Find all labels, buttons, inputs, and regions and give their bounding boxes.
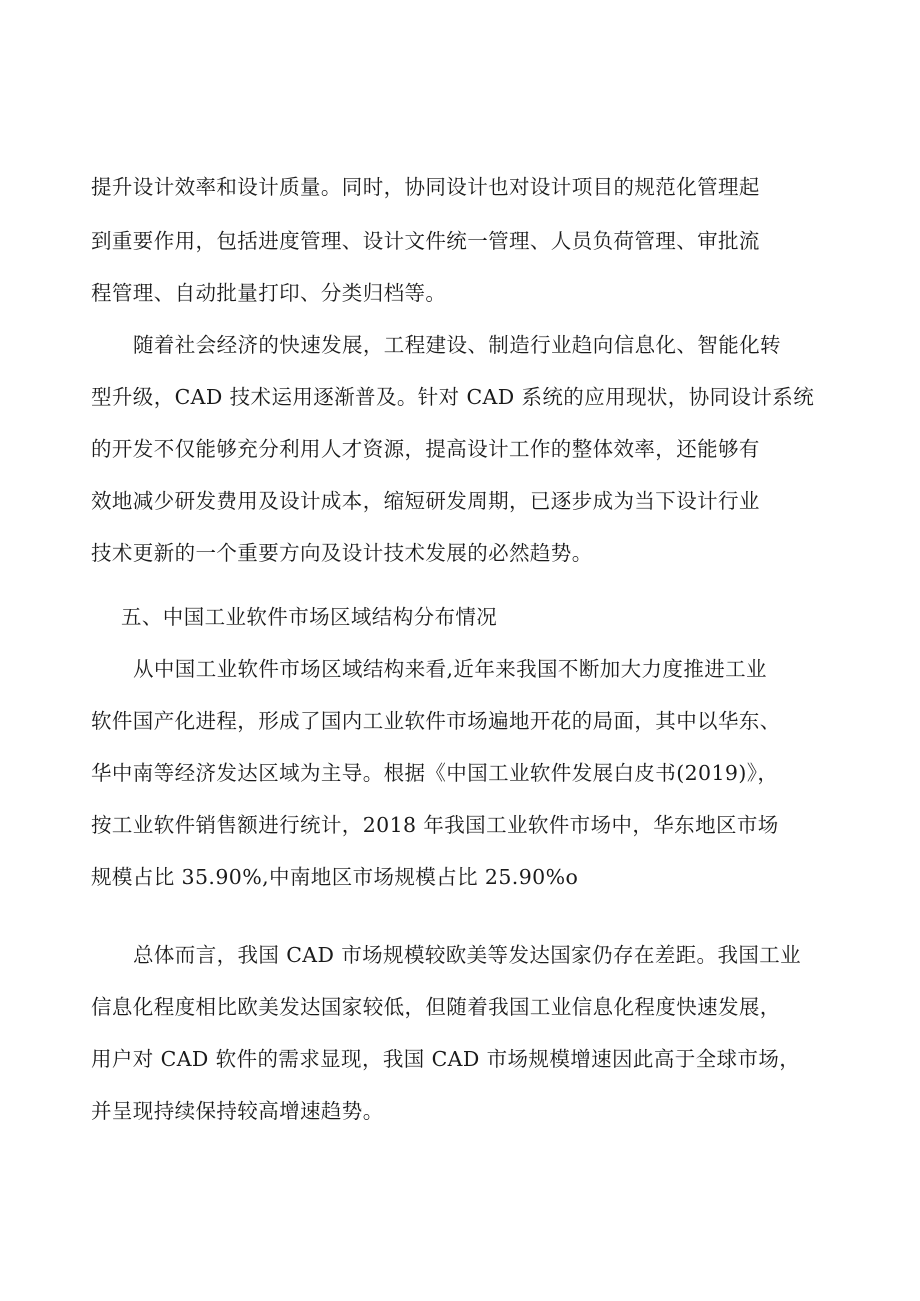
paragraph-3-line-2: 软件国产化进程，形成了国内工业软件市场遍地开花的局面，其中以华东、 (91, 709, 781, 733)
paragraph-2-line-2: 型升级，CAD 技术运用逐渐普及。针对 CAD 系统的应用现状，协同设计系统 (91, 385, 815, 409)
paragraph-3-line-1: 从中国工业软件市场区域结构来看,近年来我国不断加大力度推进工业 (133, 657, 767, 681)
paragraph-3-line-4: 按工业软件销售额进行统计，2018 年我国工业软件市场中，华东地区市场 (91, 813, 779, 837)
paragraph-1-line-3: 程管理、自动批量打印、分类归档等。 (91, 281, 447, 305)
paragraph-4-line-3: 用户对 CAD 软件的需求显现，我国 CAD 市场规模增速因此高于全球市场， (91, 1047, 801, 1071)
paragraph-4-line-1: 总体而言，我国 CAD 市场规模较欧美等发达国家仍存在差距。我国工业 (133, 943, 802, 967)
paragraph-4-line-4: 并呈现持续保持较高增速趋势。 (91, 1099, 384, 1123)
paragraph-1-line-2: 到重要作用，包括进度管理、设计文件统一管理、人员负荷管理、审批流 (91, 229, 760, 253)
paragraph-3-line-5: 规模占比 35.90%,中南地区市场规模占比 25.90%o (91, 865, 579, 889)
paragraph-1-line-1: 提升设计效率和设计质量。同时，协同设计也对设计项目的规范化管理起 (91, 175, 760, 199)
paragraph-2-line-1: 随着社会经济的快速发展，工程建设、制造行业趋向信息化、智能化转 (133, 333, 781, 357)
paragraph-2-line-3: 的开发不仅能够充分利用人才资源，提高设计工作的整体效率，还能够有 (91, 437, 760, 461)
paragraph-4-line-2: 信息化程度相比欧美发达国家较低，但随着我国工业信息化程度快速发展， (91, 995, 781, 1019)
paragraph-3-line-3: 华中南等经济发达区域为主导。根据《中国工业软件发展白皮书(2019)》， (91, 761, 779, 785)
paragraph-2-line-4: 效地减少研发费用及设计成本，缩短研发周期，已逐步成为当下设计行业 (91, 489, 760, 513)
paragraph-2-line-5: 技术更新的一个重要方向及设计技术发展的必然趋势。 (91, 541, 593, 565)
section-heading: 五、中国工业软件市场区域结构分布情况 (121, 605, 498, 629)
